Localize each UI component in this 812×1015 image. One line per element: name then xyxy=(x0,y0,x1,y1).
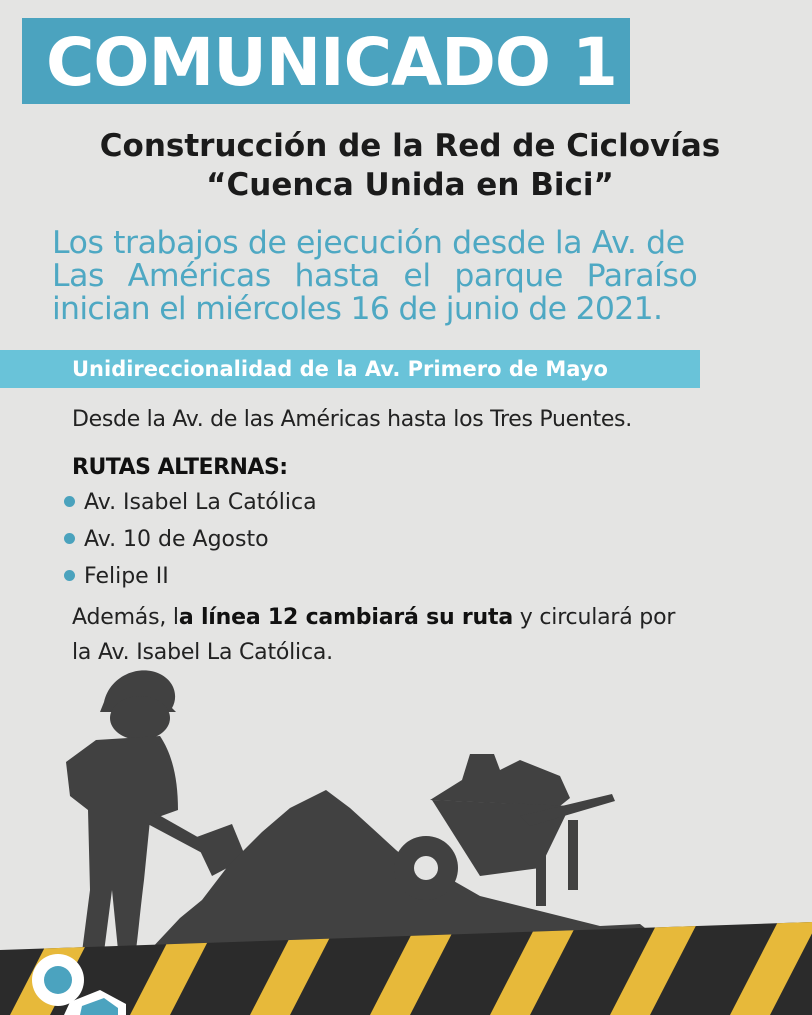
bullet-icon xyxy=(64,496,75,507)
lead-line-3: inician el miércoles 16 de junio de 2021. xyxy=(52,291,663,327)
note-prefix: Además, l xyxy=(72,605,179,630)
headline-line-1: Construcción de la Red de Ciclovías xyxy=(99,128,721,164)
lead-line-2: Las Américas hasta el parque Paraíso xyxy=(52,258,698,294)
bullet-icon xyxy=(64,570,75,581)
construction-illustration xyxy=(0,650,812,1015)
note-line-2: la Av. Isabel La Católica. xyxy=(72,640,333,665)
route-label: Felipe II xyxy=(84,564,169,589)
headline-line-2: “Cuenca Unida en Bici” xyxy=(206,167,614,203)
bullet-icon xyxy=(64,533,75,544)
section-detail: Desde la Av. de las Américas hasta los Tres Puentes. xyxy=(72,407,632,432)
note-line-1 xyxy=(72,605,675,630)
route-item xyxy=(64,527,269,552)
lead-line-1: Los trabajos de ejecución desde la Av. de xyxy=(52,225,685,261)
route-item xyxy=(64,564,169,589)
banner-title: COMUNICADO 1 xyxy=(46,24,617,101)
wheelbarrow-icon xyxy=(394,754,615,906)
note-emphasis: a línea 12 cambiará su ruta xyxy=(178,605,513,630)
route-label: Av. 10 de Agosto xyxy=(84,527,269,552)
section-heading-strip xyxy=(0,350,700,388)
section-heading: Unidireccionalidad de la Av. Primero de Mayo xyxy=(72,357,608,381)
title-banner xyxy=(22,18,630,104)
route-item xyxy=(64,490,317,515)
routes-heading: RUTAS ALTERNAS: xyxy=(72,455,288,480)
route-label: Av. Isabel La Católica xyxy=(84,490,317,515)
note-suffix: y circulará por xyxy=(512,605,676,630)
